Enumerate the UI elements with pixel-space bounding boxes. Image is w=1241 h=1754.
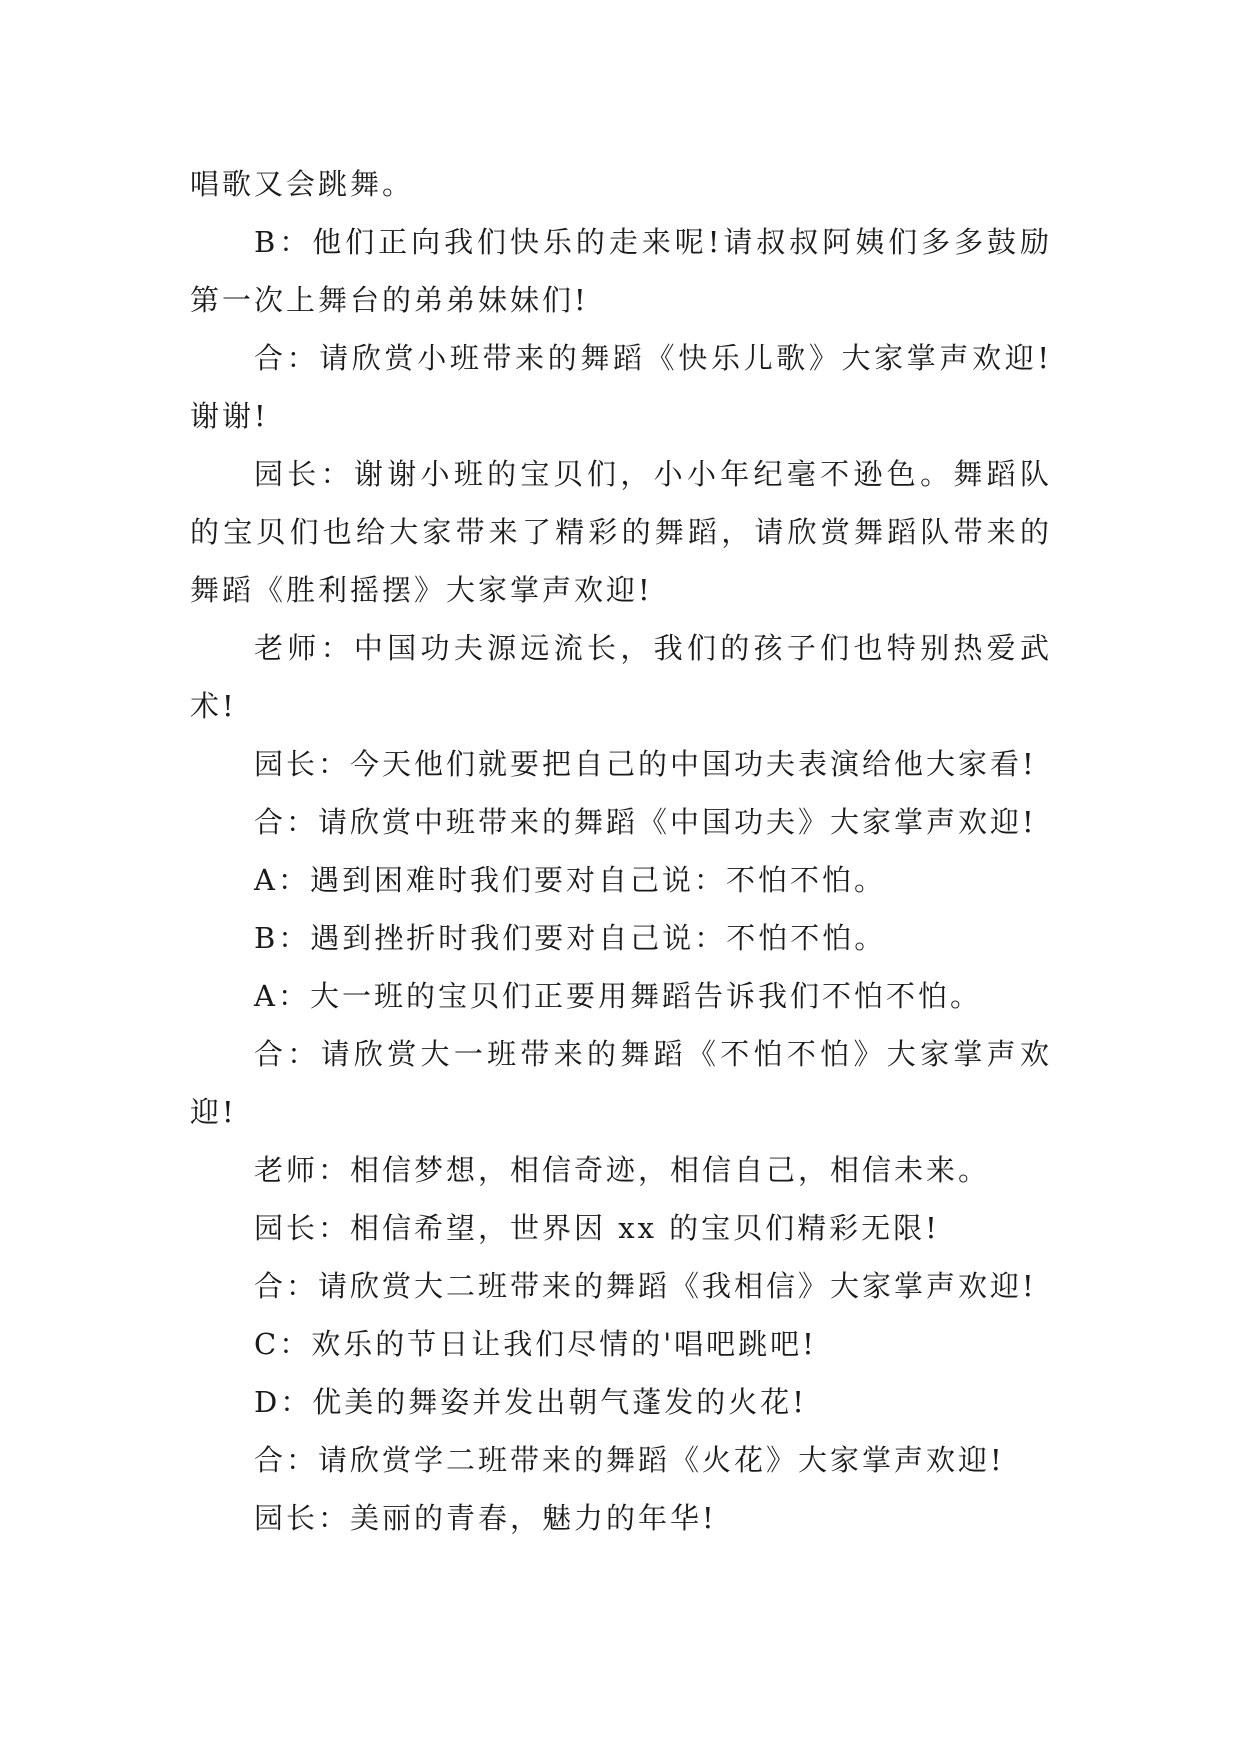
paragraph-14: 合：请欣赏大二班带来的舞蹈《我相信》大家掌声欢迎! — [254, 1269, 1037, 1303]
paragraph-6: 园长：今天他们就要把自己的中国功夫表演给他大家看! — [254, 747, 1037, 781]
paragraph-16: D：优美的舞姿并发出朝气蓬发的火花! — [254, 1385, 807, 1419]
document-body — [190, 155, 1052, 1547]
paragraph-12: 老师：相信梦想，相信奇迹，相信自己，相信未来。 — [254, 1153, 991, 1187]
paragraph-10: A：大一班的宝贝们正要用舞蹈告诉我们不怕不怕。 — [254, 979, 982, 1013]
paragraph-3: 合：请欣赏小班带来的舞蹈《快乐儿歌》大家掌声欢迎!谢谢! — [190, 341, 1052, 433]
paragraph-7: 合：请欣赏中班带来的舞蹈《中国功夫》大家掌声欢迎! — [254, 805, 1037, 839]
paragraph-17: 合：请欣赏学二班带来的舞蹈《火花》大家掌声欢迎! — [254, 1443, 1005, 1477]
paragraph-1: 唱歌又会跳舞。 — [190, 167, 415, 201]
paragraph-9: B：遇到挫折时我们要对自己说：不怕不怕。 — [254, 921, 887, 955]
paragraph-5: 老师：中国功夫源远流长，我们的孩子们也特别热爱武术! — [190, 631, 1052, 723]
paragraph-2: B：他们正向我们快乐的走来呢!请叔叔阿姨们多多鼓励第一次上舞台的弟弟妹妹们! — [190, 225, 1052, 317]
paragraph-4: 园长：谢谢小班的宝贝们，小小年纪毫不逊色。舞蹈队的宝贝们也给大家带来了精彩的舞蹈，请欣赏舞蹈队带来的舞蹈《胜利摇摆》大家掌声欢迎! — [190, 457, 1052, 607]
paragraph-8: A：遇到困难时我们要对自己说：不怕不怕。 — [254, 863, 886, 897]
paragraph-15: C：欢乐的节日让我们尽情的'唱吧跳吧! — [254, 1327, 817, 1361]
paragraph-13: 园长：相信希望，世界因 xx 的宝贝们精彩无限! — [254, 1211, 940, 1245]
paragraph-18: 园长：美丽的青春，魅力的年华! — [254, 1501, 717, 1535]
paragraph-11: 合：请欣赏大一班带来的舞蹈《不怕不怕》大家掌声欢迎! — [190, 1037, 1052, 1129]
